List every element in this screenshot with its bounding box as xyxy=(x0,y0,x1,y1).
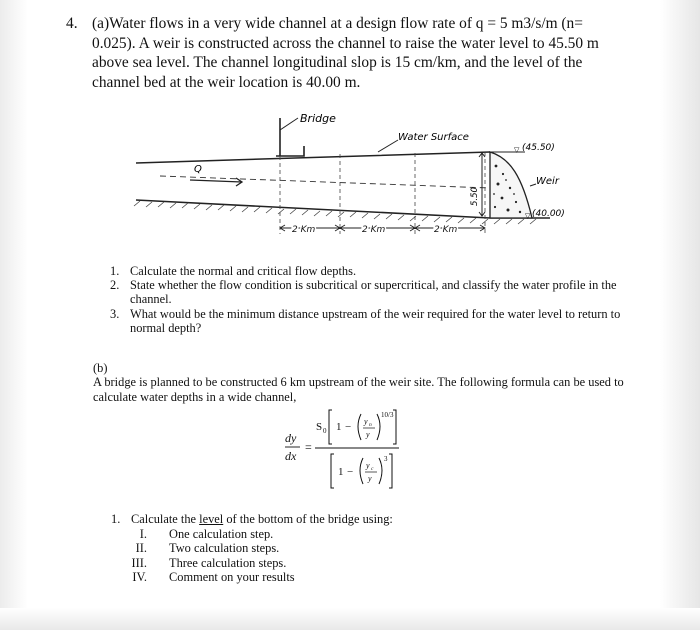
channel-bed-line xyxy=(136,200,490,218)
part-b-statement xyxy=(93,361,633,404)
photo-edge-bottom xyxy=(0,608,700,630)
sub-item-text: One calculation step. xyxy=(169,526,274,541)
den-left-bracket xyxy=(331,454,334,488)
water-surface-line xyxy=(136,152,490,163)
sub-item-number: II. xyxy=(135,541,147,556)
level-triangle-top: ▽ xyxy=(514,146,520,154)
list-item xyxy=(110,264,630,278)
sub-item-text: Comment on your results xyxy=(169,570,295,585)
normal-depth-line xyxy=(160,176,490,188)
den-yc: y xyxy=(366,461,370,470)
sub-item-number: III. xyxy=(131,555,147,570)
item-number: 2. xyxy=(110,278,120,293)
item-text: What would be the minimum distance upstream of the weir required for the water level to return to normal depth? xyxy=(130,306,621,335)
num-yn: y xyxy=(364,417,368,426)
flow-arrow xyxy=(190,180,242,182)
sub-item xyxy=(111,541,511,556)
den-right-bracket xyxy=(389,454,392,488)
bridge-label: Bridge xyxy=(300,112,336,125)
part-b-question-list xyxy=(111,512,511,585)
den-left-paren xyxy=(360,458,363,484)
depth-label: 5.50 xyxy=(470,187,480,206)
item-text-pre: Calculate the xyxy=(131,512,200,526)
bridge-pointer xyxy=(280,118,298,130)
den-yc-sub: c xyxy=(371,466,374,472)
den-minus: − xyxy=(347,466,354,478)
water-surface-label: Water Surface xyxy=(398,132,469,143)
part-b-label: (b) xyxy=(93,361,108,375)
den-y: y xyxy=(368,474,372,483)
equals-sign: = xyxy=(305,440,312,454)
sub-item xyxy=(111,556,511,571)
question-number: 4. xyxy=(66,15,78,32)
num-right-paren xyxy=(377,414,380,440)
lhs-denominator: dx xyxy=(285,449,297,463)
part-a-question-list xyxy=(110,264,630,335)
channel-diagram xyxy=(130,108,570,240)
num-left-bracket xyxy=(329,410,332,444)
list-item xyxy=(110,307,630,335)
num-left-paren xyxy=(358,414,361,440)
slope-symbol: S xyxy=(316,421,323,433)
num-exponent: 10/3 xyxy=(381,411,394,419)
level-bottom-label: (40.00) xyxy=(532,209,565,219)
den-one: 1 xyxy=(338,466,344,478)
item-text-level: level xyxy=(199,512,224,526)
question-4-part-a xyxy=(66,14,626,92)
sub-item xyxy=(111,527,511,542)
num-minus: − xyxy=(345,421,352,433)
item-text: Calculate the normal and critical flow depths. xyxy=(130,264,357,278)
lhs-numerator: dy xyxy=(285,431,297,445)
level-triangle-bottom: ▽ xyxy=(525,212,531,220)
flow-label: Q xyxy=(194,164,202,175)
item-number: 1. xyxy=(110,264,120,278)
sub-item-number: IV. xyxy=(132,570,147,585)
part-b-text: A bridge is planned to be constructed 6 km upstream of the weir site. The following formula can be used to calculate water depths in a wide channel, xyxy=(93,375,624,404)
item-text-post: of the bottom of the bridge using: xyxy=(223,512,393,526)
den-right-paren xyxy=(379,458,382,484)
sub-item xyxy=(111,570,511,585)
list-item xyxy=(110,278,630,306)
num-yn-sub: n xyxy=(369,422,372,428)
num-y: y xyxy=(366,430,370,439)
sub-item-text: Two calculation steps. xyxy=(169,541,280,556)
distance-label-2: 2 Km xyxy=(362,225,386,235)
item-text: State whether the flow condition is subcritical or supercritical, and classify the water profile in the channel. xyxy=(130,278,617,307)
water-surface-pointer xyxy=(378,140,398,152)
level-top-label: (45.50) xyxy=(522,143,555,153)
item-number: 1. xyxy=(111,512,121,526)
sub-item-text: Three calculation steps. xyxy=(169,555,287,570)
item-number: 3. xyxy=(110,306,120,321)
distance-label-3: 2 Km xyxy=(434,225,458,235)
slope-subscript: 0 xyxy=(323,427,327,435)
list-item xyxy=(111,512,511,527)
distance-label-1: 2 Km xyxy=(292,225,316,235)
weir-label: Weir xyxy=(536,176,559,187)
gvf-formula xyxy=(285,400,445,496)
photo-edge-left xyxy=(0,0,28,630)
station-lines xyxy=(280,152,485,234)
weir-shape xyxy=(490,152,532,218)
num-one: 1 xyxy=(336,421,342,433)
part-a-statement: (a)Water flows in a very wide channel at a design flow rate of q = 5 m3/s/m (n= 0.025). A weir is constructed across the channel to raise the water level to 45.50 m above sea level. The channel longitudinal slop is 15 cm/km, and the level of the channel bed at the weir location is 40.00 m. xyxy=(92,15,599,91)
den-exponent: 3 xyxy=(384,455,388,463)
sub-item-number: I. xyxy=(139,526,147,541)
photo-edge-right xyxy=(660,0,700,630)
